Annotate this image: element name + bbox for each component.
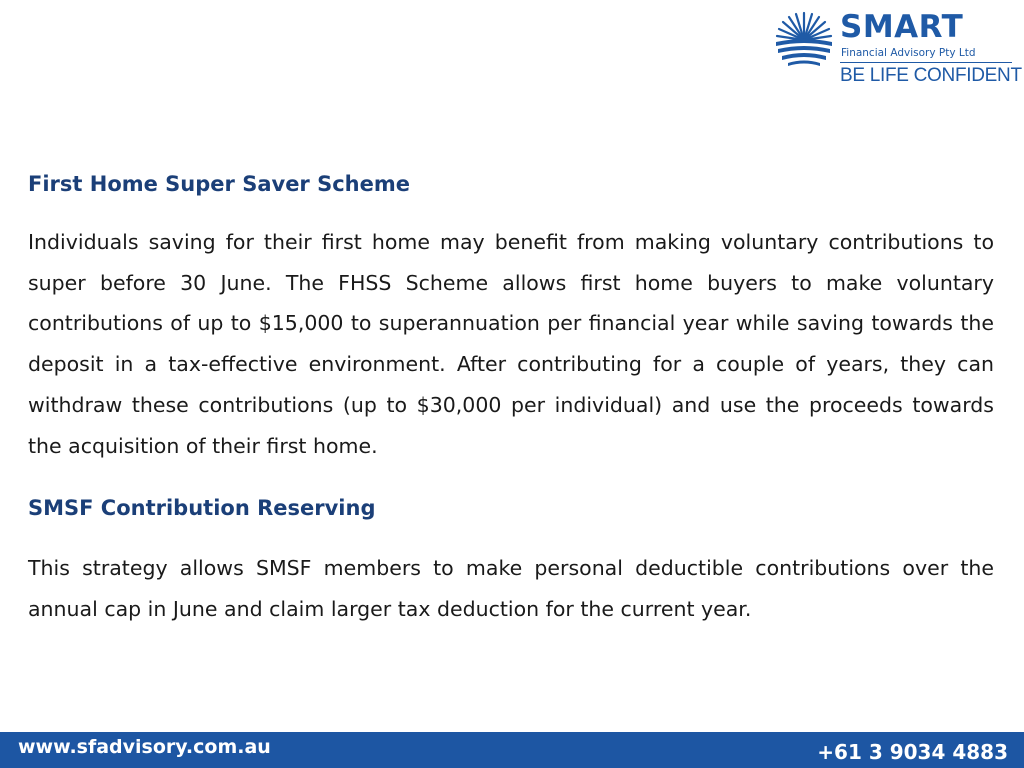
logo-divider — [840, 62, 1012, 63]
section-heading-fhss: First Home Super Saver Scheme — [28, 172, 410, 196]
logo-company-subtitle: Financial Advisory Pty Ltd — [841, 47, 976, 59]
section-body-fhss: Individuals saving for their first home may benefit from making voluntary contributions to super before 30 June. The FHSS Scheme allows first home buyers to make voluntary contributions of up to $15,000 to superannuation per financial year while saving towards the deposit in a tax-effective environment. After contributing for a couple of years, they can withdraw these contributions (up to $30,000 per individual) and use the proceeds towards the acquisition of their first home. — [28, 230, 994, 458]
main-content — [28, 168, 994, 630]
section-body-smsf: This strategy allows SMSF members to make personal deductible contributions over the annual cap in June and claim larger tax deduction for the current year. — [28, 556, 994, 621]
footer-website-link[interactable]: www.sfadvisory.com.au — [18, 736, 271, 758]
footer-phone-number[interactable]: +61 3 9034 4883 — [817, 740, 1008, 764]
company-logo — [774, 8, 1022, 92]
logo-tagline: BE LIFE CONFIDENT — [840, 65, 1022, 86]
logo-brand-name: SMART — [840, 9, 964, 45]
footer-bar — [0, 732, 1024, 768]
section-heading-smsf: SMSF Contribution Reserving — [28, 496, 376, 521]
sun-wave-logo-icon — [774, 10, 834, 70]
